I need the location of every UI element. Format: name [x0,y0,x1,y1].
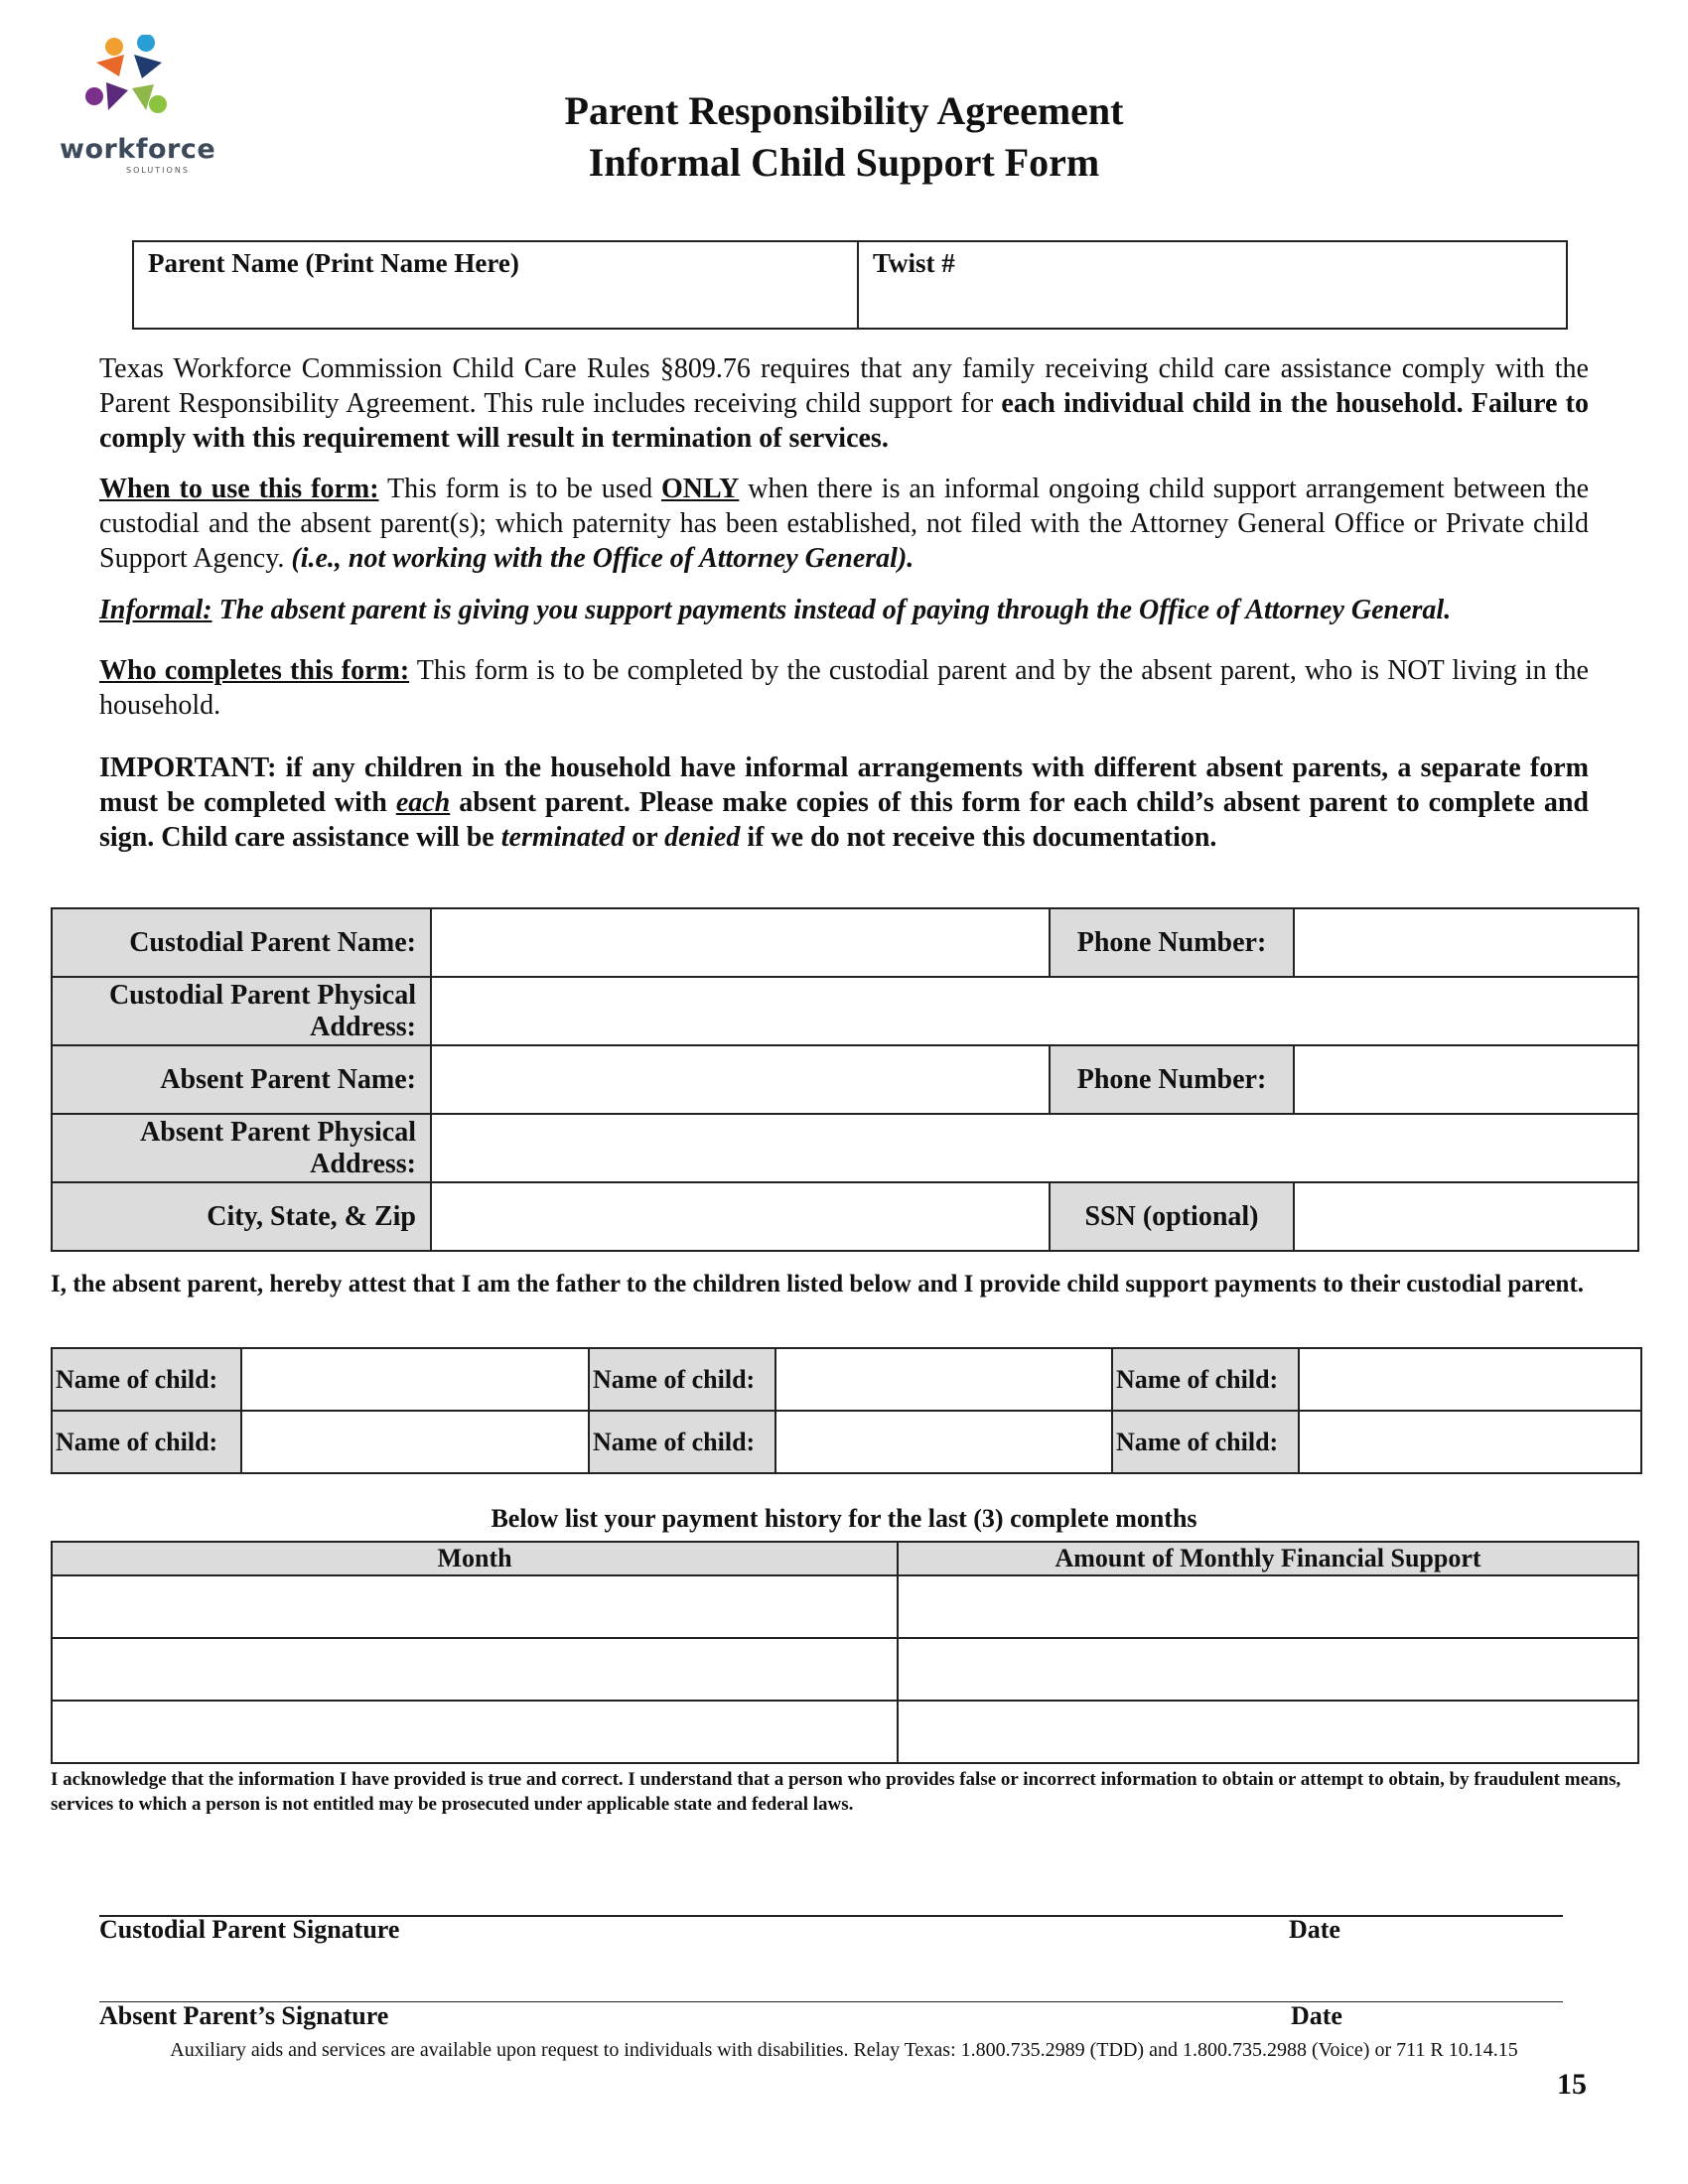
intro-bold-text: each individual child in the household. Failure to comply with this requirement will result in termination of services. [99,388,1589,454]
child-name-input[interactable] [775,1411,1112,1473]
absent-name-input[interactable] [431,1045,1050,1114]
twist-number-field[interactable] [858,241,1567,329]
absent-phone-label: Phone Number: [1050,1045,1294,1114]
important-or: or [625,822,665,853]
when-label: When to use this form: [99,474,379,504]
accessibility-footer: Auxiliary aids and services are available upon request to individuals with disabilities. Relay Texas: 1.800.735.2989 (TDD) and 1.800.735.2988 (Voice) or 711 R 10.14.15 [170,2039,1518,2061]
important-paragraph [99,751,1589,855]
ssn-input[interactable] [1294,1182,1638,1251]
amount-header: Amount of Monthly Financial Support [898,1542,1638,1575]
child-name-input[interactable] [775,1348,1112,1411]
absent-name-label: Absent Parent Name: [52,1045,431,1114]
city-state-zip-input[interactable] [431,1182,1050,1251]
who-completes-paragraph [99,653,1589,723]
child-label: Name of child: [1112,1411,1299,1473]
custodial-signature-label: Custodial Parent Signature [99,1915,400,1944]
custodial-phone-label: Phone Number: [1050,908,1294,977]
who-text: This form is to be completed by the custodial parent and by the absent parent, who is NOT living in the household. [99,655,1589,721]
ssn-label: SSN (optional) [1050,1182,1294,1251]
logo-wordmark: workforce [60,134,216,165]
child-name-input[interactable] [1299,1411,1641,1473]
child-label: Name of child: [589,1411,775,1473]
when-to-use-paragraph [99,472,1589,576]
child-label: Name of child: [589,1348,775,1411]
children-table [51,1347,1642,1474]
month-input[interactable] [52,1575,898,1638]
intro-text: Texas Workforce Commission Child Care Rules §809.76 requires that any family receiving child care assistance comply with the Parent Responsibility Agreement. This rule includes receiving child support for [99,353,1589,419]
child-name-input[interactable] [241,1411,589,1473]
when-text-2: when there is an informal ongoing child support arrangement between the custodial and the absent parent(s); which paternity has been established, not filed with the Attorney General Office or Private child Support Agency. [99,474,1589,574]
amount-input[interactable] [898,1575,1638,1638]
absent-signature-label: Absent Parent’s Signature [99,2001,389,2030]
month-input[interactable] [52,1701,898,1763]
who-label: Who completes this form: [99,655,410,686]
amount-input[interactable] [898,1638,1638,1701]
child-name-input[interactable] [1299,1348,1641,1411]
logo-subtext: SOLUTIONS [126,166,190,175]
absent-phone-input[interactable] [1294,1045,1638,1114]
important-text-3: if we do not receive this documentation. [740,822,1217,853]
attest-statement: I, the absent parent, hereby attest that I am the father to the children listed below and I provide child support payments to their custodial parent. [51,1271,1585,1297]
twist-label: Twist # [873,248,955,278]
payment-history-table [51,1541,1639,1764]
important-each: each [395,787,451,818]
parent-name-label: Parent Name (Print Name Here) [148,248,519,278]
custodial-name-label: Custodial Parent Name: [52,908,431,977]
form-subtitle: Informal Child Support Form [588,140,1100,185]
important-text-1: IMPORTANT: if any children in the household have informal arrangements with different absent parents, a separate form must be completed with [99,752,1589,818]
absent-address-label: Absent Parent Physical Address: [52,1114,431,1182]
form-title: Parent Responsibility Agreement [564,88,1124,133]
custodial-date-label: Date [1289,1915,1340,1944]
month-input[interactable] [52,1638,898,1701]
absent-address-input[interactable] [431,1114,1638,1182]
informal-label: Informal: [99,595,212,625]
when-italic: (i.e., not working with the Office of Attorney General). [291,543,914,574]
important-terminated: terminated [500,822,626,853]
month-header: Month [52,1542,898,1575]
parent-twist-box [132,240,1568,330]
child-label: Name of child: [52,1348,241,1411]
informal-text: The absent parent is giving you support payments instead of paying through the Office of Attorney General. [211,595,1452,625]
parent-info-table [51,907,1639,1252]
child-label: Name of child: [52,1411,241,1473]
city-state-zip-label: City, State, & Zip [52,1182,431,1251]
important-denied: denied [664,822,741,853]
child-label: Name of child: [1112,1348,1299,1411]
important-text-2: absent parent. Please make copies of this form for each child’s absent parent to complete and sign. Child care assistance will be [99,787,1589,853]
when-text-1: This form is to be used [378,474,662,504]
custodial-phone-input[interactable] [1294,908,1638,977]
intro-paragraph [99,351,1589,456]
page-number: 15 [1557,2068,1587,2101]
custodial-address-label: Custodial Parent Physical Address: [52,977,431,1045]
absent-date-label: Date [1291,2001,1342,2030]
child-name-input[interactable] [241,1348,589,1411]
parent-name-field[interactable] [133,241,858,329]
amount-input[interactable] [898,1701,1638,1763]
custodial-name-input[interactable] [431,908,1050,977]
acknowledgement: I acknowledge that the information I have provided is true and correct. I understand that a person who provides false or incorrect information to obtain or attempt to obtain, by fraudulent means, services to which a person is not entitled may be prosecuted under applicable state and federal laws. [51,1769,1621,1815]
informal-paragraph [99,593,1589,627]
when-only: ONLY [661,474,740,504]
custodial-address-input[interactable] [431,977,1638,1045]
payment-caption: Below list your payment history for the last (3) complete months [491,1504,1197,1533]
